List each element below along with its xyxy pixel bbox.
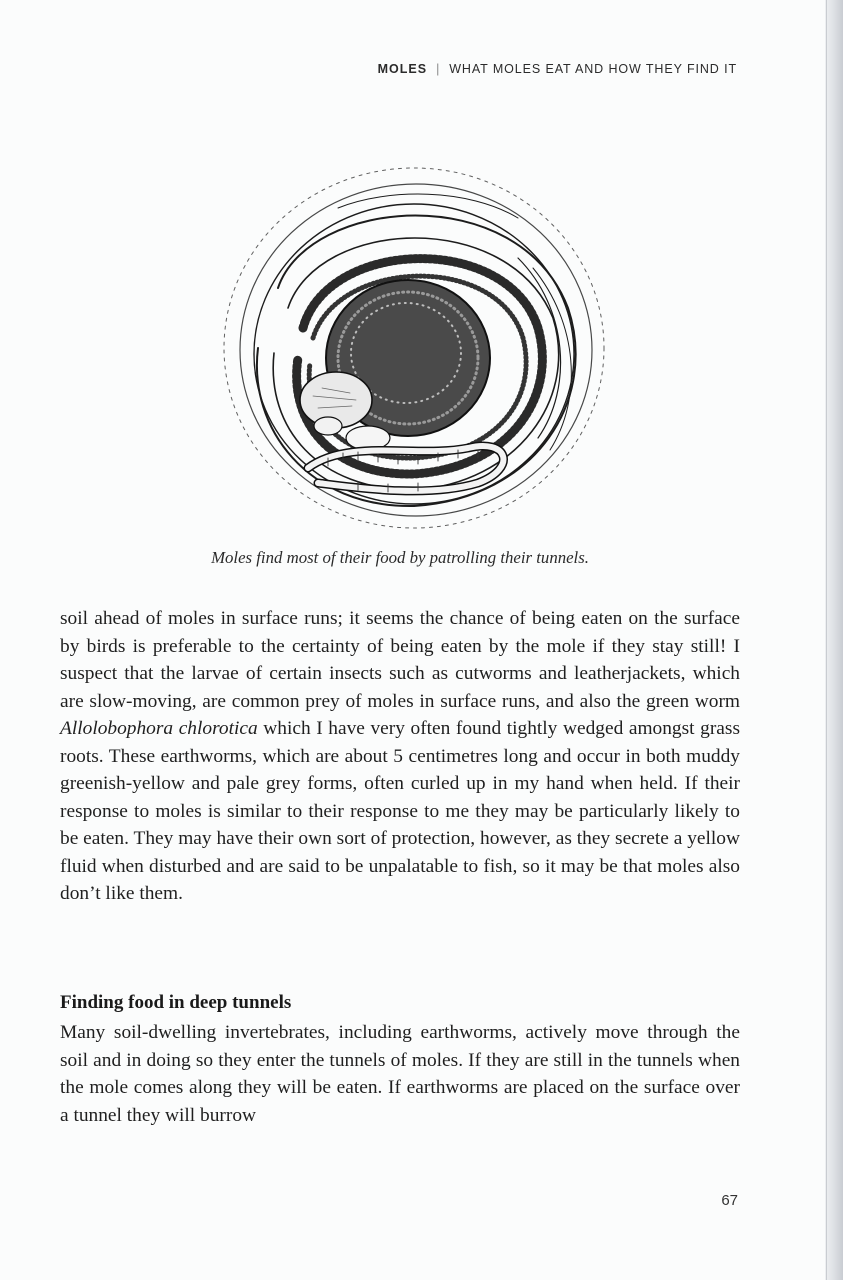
paragraph-2-text: Many soil-dwelling invertebrates, including earthworms, actively move through the soil and in doing so they enter the tunnels of moles. If they are still in the tunnels when the mole comes along they will be eaten. If earthworms are placed on the surface over a tunnel they will burrow [60,1022,740,1126]
running-head-chapter: WHAT MOLES EAT AND HOW THEY FIND IT [449,62,737,76]
paragraph-1-text-a: soil ahead of moles in surface runs; it seems the chance of being eaten on the surface by birds is preferable to the certainty of being eaten by the mole if they stay still! I suspect that the larvae of certain insects such as cutworms and leatherjackets, which are slow-moving, are common prey of moles in surface runs, and also the green worm [60,608,740,712]
paragraph-2 [60,1019,740,1129]
page-number: 67 [721,1192,738,1209]
paragraph-1-text-b: which I have very often found tightly wedged amongst grass roots. These earthworms, which are about 5 centimetres long and occur in both muddy greenish-yellow and pale grey forms, often curled up in my hand when held. If their response to moles is similar to their response to me they may be particularly likely to be eaten. They may have their own sort of protection, however, as they secrete a yellow fluid when disturbed and are said to be unpalatable to fish, so it may be that moles also don’t like them. [60,718,740,904]
figure-caption: Moles find most of their food by patrolling their tunnels. [211,548,589,567]
section-heading: Finding food in deep tunnels [60,992,292,1013]
running-head-section: MOLES [377,62,428,76]
species-name: Allolobophora chlorotica [60,718,258,739]
running-head-separator: | [436,62,441,76]
paragraph-1 [60,605,740,908]
mole-in-tunnel-illustration [218,138,610,530]
running-head [378,62,737,76]
page-edge-shadow [825,0,843,1280]
page-edge-line [826,0,827,1280]
